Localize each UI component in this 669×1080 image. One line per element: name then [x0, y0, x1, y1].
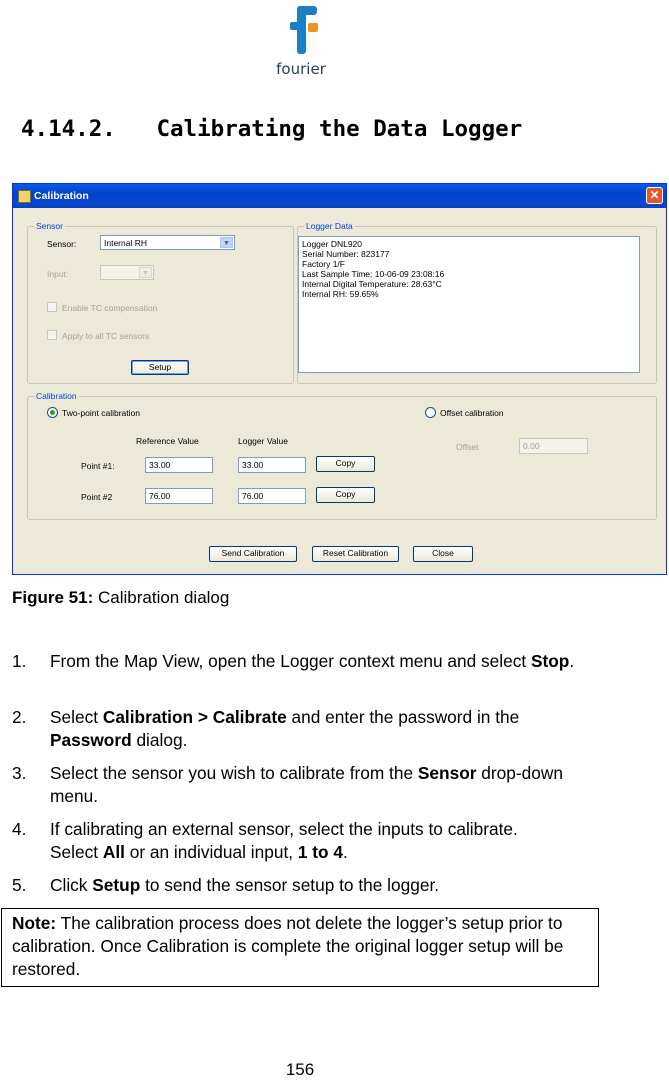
note-text: The calibration process does not delete the logger’s setup prior to calibration. Once Calibration is complete the original logger setup will be restored.: [12, 913, 564, 979]
brand-name: fourier: [276, 60, 326, 78]
step-number: 4.: [12, 819, 27, 839]
reference-value-header: Reference Value: [136, 436, 199, 446]
step-text: If calibrating an external sensor, select the inputs to calibrate. Select All or an individual input, 1 to 4.: [50, 819, 518, 862]
point-1-copy-button[interactable]: Copy: [316, 456, 375, 472]
close-button[interactable]: Close: [413, 546, 473, 562]
input-dropdown[interactable]: [100, 265, 154, 280]
section-number: 4.14.2.: [21, 116, 116, 142]
figure-caption: [12, 588, 229, 608]
two-point-radio[interactable]: [47, 407, 58, 418]
logger-data-line: Factory 1/F: [302, 259, 345, 269]
logger-data-line: Internal Digital Temperature: 28.63°C: [302, 279, 442, 289]
figure-caption-text: Calibration dialog: [97, 588, 230, 607]
section-title: Calibrating the Data Logger: [156, 116, 523, 142]
offset-calibration-label: Offset calibration: [440, 408, 504, 418]
step-number: 2.: [12, 707, 27, 727]
logger-data-textbox[interactable]: [298, 236, 640, 373]
send-calibration-button[interactable]: Send Calibration: [209, 546, 297, 562]
dialog-title: Calibration: [34, 190, 89, 202]
step-number: 5.: [12, 875, 27, 895]
step-number: 1.: [12, 651, 27, 671]
figure-label: Figure 51:: [12, 588, 94, 607]
sensor-group-label: Sensor: [36, 221, 63, 231]
calibration-group: [27, 391, 657, 520]
enable-tc-label: Enable TC compensation: [62, 303, 158, 313]
page-number: 156: [285, 1060, 315, 1079]
step-text: From the Map View, open the Logger context menu and select Stop.: [50, 651, 575, 671]
point-1-reference-field[interactable]: 33.00: [145, 457, 213, 473]
logger-value-header: Logger Value: [238, 436, 288, 446]
apply-all-tc-label: Apply to all TC sensors: [62, 331, 150, 341]
sensor-dropdown-value: Internal RH: [104, 238, 147, 248]
note-label: Note:: [12, 913, 57, 933]
radio-selected-dot: [50, 410, 55, 415]
step-text: Click Setup to send the sensor setup to the logger.: [50, 875, 440, 895]
step-text: Select Calibration > Calibrate and enter the password in the Password dialog.: [50, 707, 520, 750]
logger-data-line: Last Sample Time: 10-06-09 23:08:16: [302, 269, 445, 279]
sensor-label: Sensor:: [47, 239, 77, 249]
reset-calibration-button[interactable]: Reset Calibration: [312, 546, 399, 562]
dialog-titlebar: [13, 184, 666, 208]
calibration-group-label: Calibration: [36, 391, 77, 401]
point-1-logger-field[interactable]: 33.00: [238, 457, 306, 473]
point-1-label: Point #1:: [81, 461, 115, 471]
apply-all-tc-checkbox[interactable]: [47, 330, 57, 340]
step-text: Select the sensor you wish to calibrate from the Sensor drop-down menu.: [50, 763, 563, 806]
note-box: [1, 908, 599, 987]
offset-field[interactable]: 0.00: [519, 438, 588, 454]
input-label: Input:: [47, 269, 69, 279]
enable-tc-checkbox[interactable]: [47, 302, 57, 312]
sensor-group: [27, 221, 294, 384]
logger-data-label: Logger Data: [306, 221, 353, 231]
logger-data-line: Internal RH: 59.65%: [302, 289, 379, 299]
chevron-down-icon[interactable]: ▼: [220, 237, 233, 248]
step-number: 3.: [12, 763, 27, 783]
point-2-logger-field[interactable]: 76.00: [238, 488, 306, 504]
logger-data-line: Serial Number: 823177: [302, 249, 390, 259]
point-2-reference-field[interactable]: 76.00: [145, 488, 213, 504]
logger-data-line: Logger DNL920: [302, 239, 363, 249]
chevron-down-icon[interactable]: ▼: [139, 267, 152, 278]
point-2-copy-button[interactable]: Copy: [316, 487, 375, 503]
offset-label: Offset: [456, 442, 479, 452]
two-point-label: Two-point calibration: [62, 408, 140, 418]
sensor-dropdown[interactable]: [100, 235, 235, 250]
app-icon: [18, 190, 31, 203]
offset-calibration-radio[interactable]: [425, 407, 436, 418]
section-heading: [21, 116, 522, 142]
point-2-label: Point #2: [81, 492, 113, 502]
close-icon[interactable]: ✕: [646, 187, 663, 204]
setup-button[interactable]: Setup: [131, 360, 189, 375]
